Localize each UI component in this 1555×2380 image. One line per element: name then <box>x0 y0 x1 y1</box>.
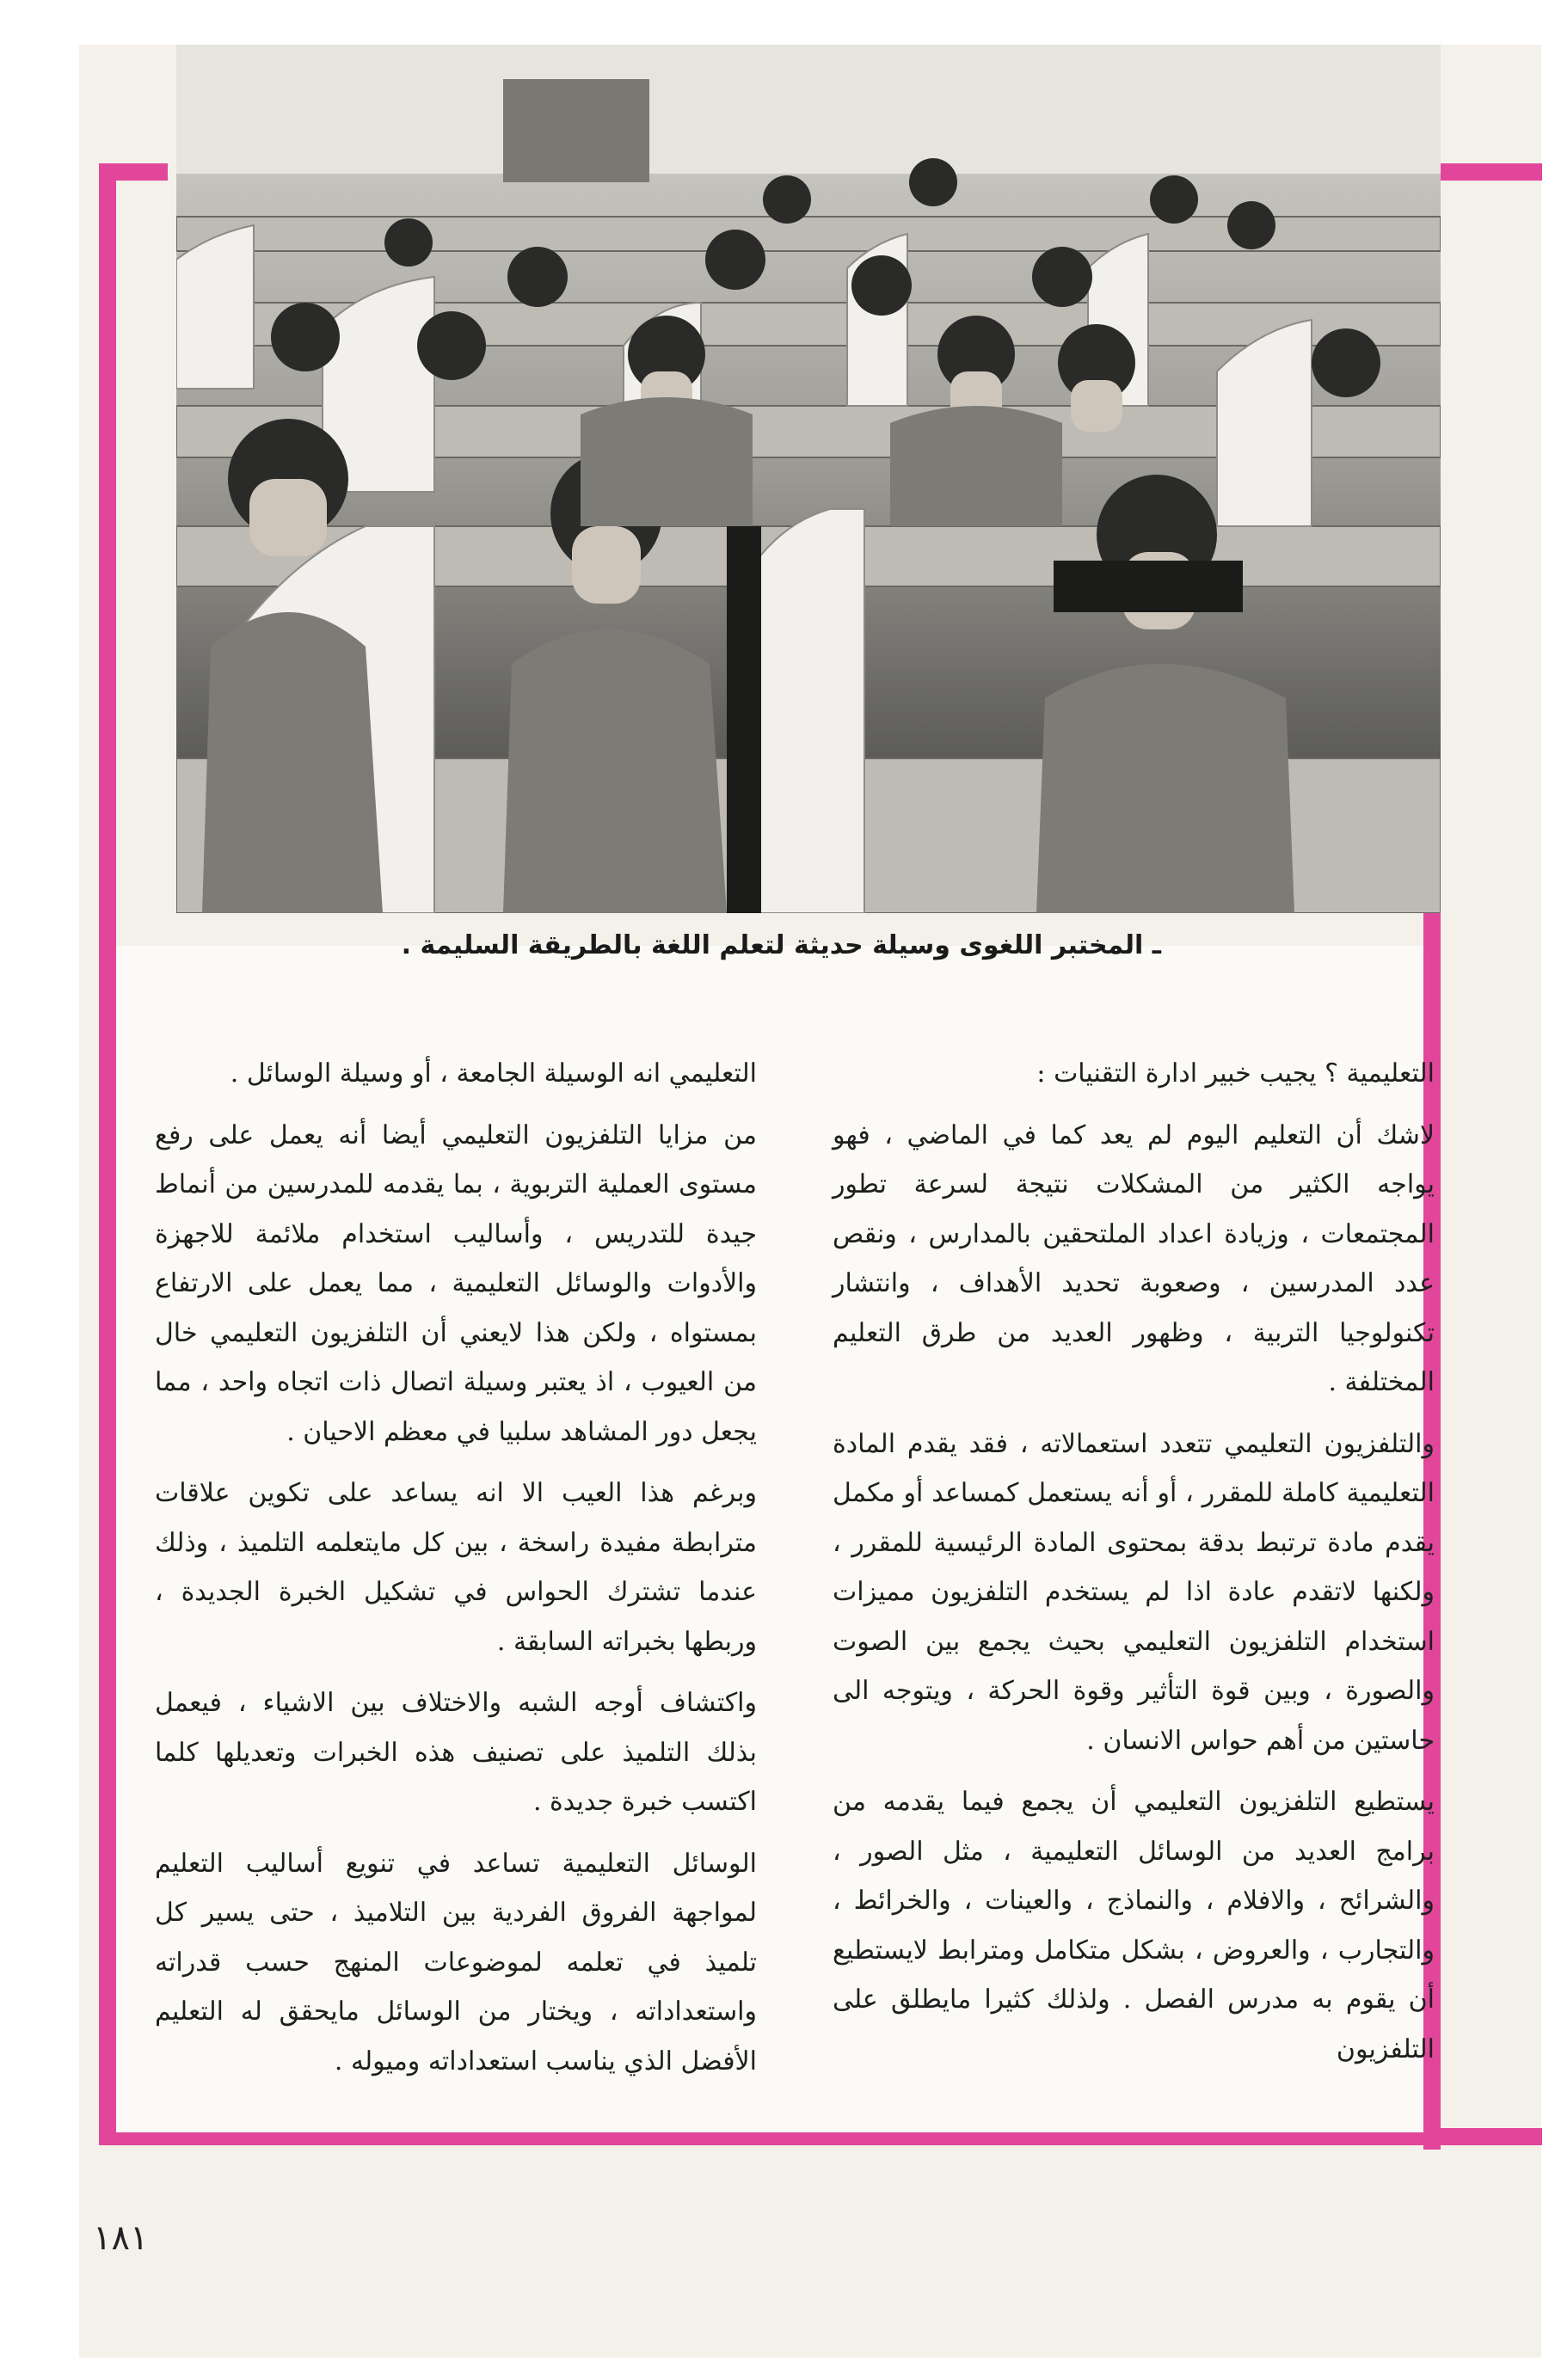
paragraph: واكتشاف أوجه الشبه والاختلاف بين الاشياء ، فيعمل بذلك التلميذ على تصنيف هذه الخبرات وتعديلها كلما اكتسب خبرة جديدة . <box>155 1688 757 1817</box>
paragraph: من مزايا التلفزيون التعليمي أيضا أنه يعمل على رفع مستوى العملية التربوية ، بما يقدمه للمدرسين من أنماط جيدة للتدريس ، وأساليب استخدام ملائمة للاجهزة والأدوات والوسائل التعليمية ، مما يعمل على الارتفاع بمستواه ، ولكن هذا لايعني أن التلفزيون التعليمي خال من العيوب ، اذ يعتبر وسيلة اتصال ذات اتجاه واحد ، مما يجعل دور المشاهد سلبيا في معظم الاحيان . <box>155 1119 757 1447</box>
photo-caption: ـ المختبر اللغوى وسيلة حديثة لتعلم اللغة بالطريقة السليمة . <box>401 930 1161 960</box>
paragraph: وبرغم هذا العيب الا انه يساعد على تكوين علاقات مترابطة مفيدة راسخة ، بين كل مايتعلمه التلميذ ، وذلك عندما تشترك الحواس في تشكيل الخبرة الجديدة ، وربطها بخبراته السابقة . <box>155 1478 757 1657</box>
paragraph: والتلفزيون التعليمي تتعدد استعمالاته ، فقد يقدم المادة التعليمية كاملة للمقرر ، أو أنه يستعمل كمساعد أو مكمل يقدم مادة ترتبط بدقة بمحتوى المادة الرئيسية للمقرر ، ولكنها لاتقدم عادة اذا لم يستخدم التلفزيون مميزات استخدام التلفزيون التعليمي بحيث يجمع بين الصوت والصورة ، وبين قوة التأثير وقوة الحركة ، ويتوجه الى حاستين من أهم حواس الانسان . <box>833 1428 1435 1756</box>
paragraph: يستطيع التلفزيون التعليمي أن يجمع فيما يقدمه من برامج العديد من الوسائل التعليمية ، مثل الصور ، والشرائح ، والافلام ، والنماذج ، والعينات ، والخرائط ، والتجارب ، والعروض ، بشكل متكامل ومترابط لايستطيع أن يقوم به مدرس الفصل . ولذلك كثيرا مايطلق على التلفزيون <box>833 1787 1435 2064</box>
photo-illustration <box>176 45 1441 913</box>
article-column-right <box>833 1049 1435 2086</box>
pink-border-top-right <box>1428 163 1542 181</box>
paragraph: التعليمية ؟ يجيب خبير ادارة التقنيات : <box>1036 1058 1435 1089</box>
pink-border-top-left <box>99 163 168 181</box>
paragraph: الوسائل التعليمية تساعد في تنويع أساليب التعليم لمواجهة الفروق الفردية بين التلاميذ ، حتى يسير كل تلميذ في تعلمه لموضوعات المنهج حسب قدراته واستعداداته ، ويختار من الوسائل مايحقق له التعليم الأفضل الذي يناسب استعداداته وميوله . <box>155 1848 757 2076</box>
language-lab-photo <box>176 45 1441 913</box>
article-column-left <box>155 1049 757 2098</box>
paragraph: لاشك أن التعليم اليوم لم يعد كما في الماضي ، فهو يواجه الكثير من المشكلات نتيجة لسرعة تطور المجتمعات ، وزيادة اعداد الملتحقين بالمدارس ، ونقص عدد المدرسين ، وصعوبة تحديد الأهداف ، وانتشار تكنولوجيا التربية ، وظهور العديد من طرق التعليم المختلفة . <box>833 1119 1435 1397</box>
page-number: ١٨١ <box>93 2218 149 2258</box>
paragraph: التعليمي انه الوسيلة الجامعة ، أو وسيلة الوسائل . <box>230 1058 757 1089</box>
